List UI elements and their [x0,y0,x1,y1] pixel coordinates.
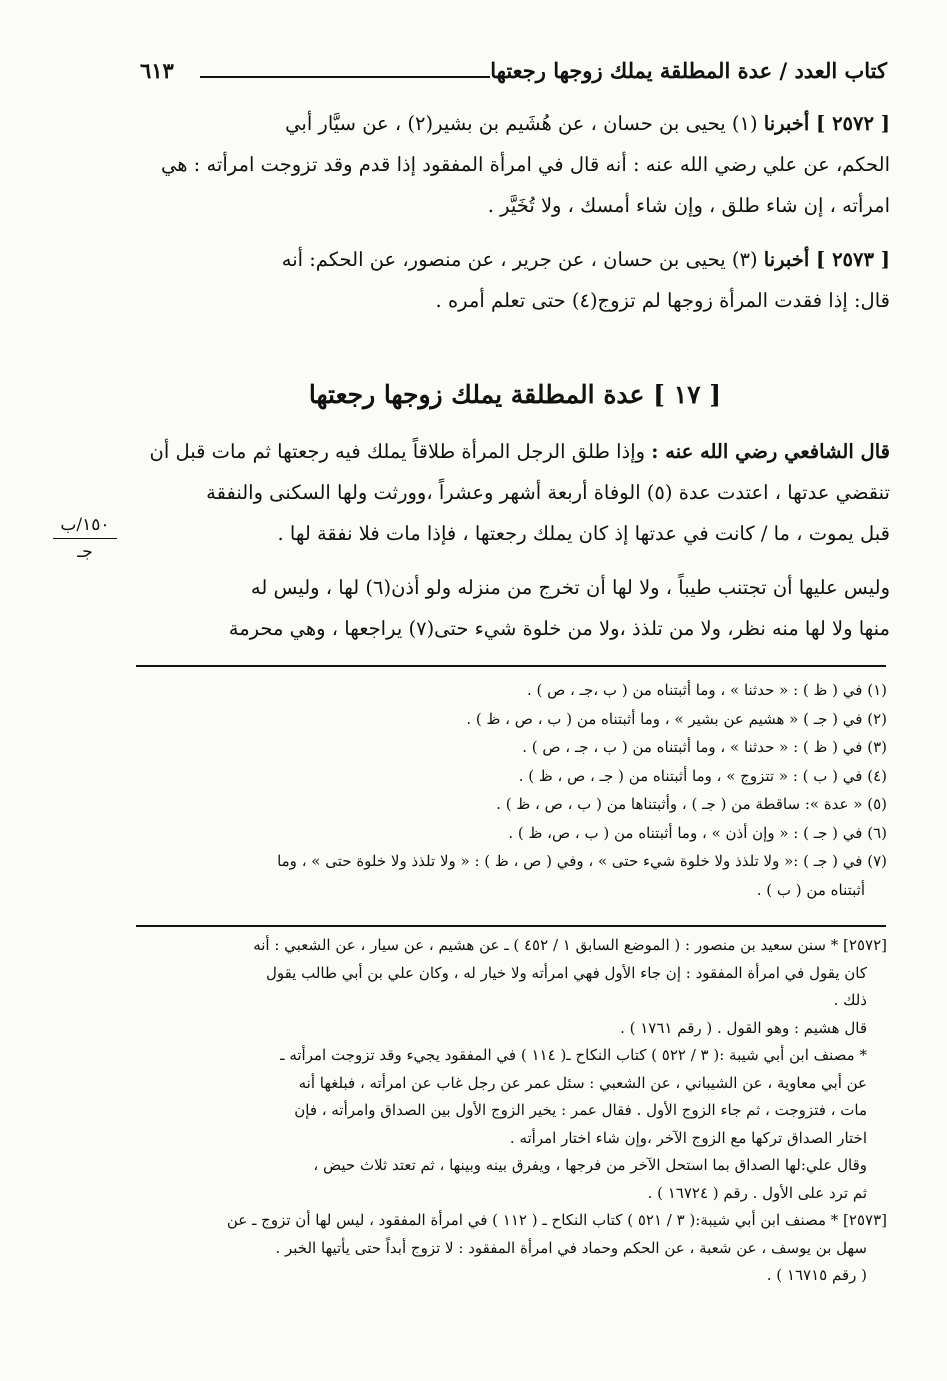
text-line: الحكم، عن علي رضي الله عنه : أنه قال في امرأة المفقود إذا قدم وقد تزوجت امرأته : هي [160,153,890,176]
footnote: (٣) في ( ظ ) : « حدثنا » ، وما أثبتناه من ( ب ، جـ ، ص ) . [522,738,887,756]
text-line: (٣) يحيى بن حسان ، عن جرير ، عن منصور، عن الحكم: أنه [281,248,758,271]
reference-line: مات ، فتزوجت ، ثم جاء الزوج الأول . فقال عمر : يخير الزوج الأول بين الصداق وامرأته ، فإن [294,1101,867,1119]
hadith-number: [ ٢٥٧٢ ] أخبرنا [763,112,890,135]
text-line: وليس عليها أن تجتنب طيباً ، ولا لها أن تخرج من منزله ولو أذن(٦) لها ، وليس له [250,576,890,599]
folio-number: ١٥٠/ب [60,515,110,535]
folio-manuscript: جـ [77,542,93,562]
page-number: ٦١٣ [140,58,174,83]
text-line: قال: إذا فقدت المرأة زوجها لم تزوج(٤) حتى تعلم أمره . [435,289,890,312]
source-references [127,932,887,1290]
footnote: (٧) في ( جـ ) :« ولا تلذذ ولا خلوة شيء حتى » ، وفي ( ص ، ظ ) : « ولا تلذذ ولا خلوة حتى » ، وما [277,852,887,870]
hadith-number: [ ٢٥٧٣ ] أخبرنا [763,248,890,271]
footnote: (٢) في ( جـ ) « هشيم عن بشير » ، وما أثبتناه من ( ب ، ص ، ظ ) . [466,709,887,728]
reference-line: ثم ترد على الأول . رقم ( ١٦٧٢٤ ) . [647,1183,867,1202]
text-line: قبل يموت ، ما / كانت في عدتها إذ كان يملك رجعتها ، فإذا مات فلا نفقة لها . [277,522,890,545]
reference-line: اختار الصداق تركها مع الزوج الآخر ،وإن شاء اختار امرأته . [509,1128,867,1147]
footnote: (٤) في ( ب ) : « تتزوج » ، وما أثبتناه من ( جـ ، ص ، ظ ) . [518,766,887,785]
reference-line: * مصنف ابن أبي شيبة :( ٣ / ٥٢٢ ) كتاب النكاح ـ( ١١٤ ) في المفقود يجيء وقد تزوجت امرأته ـ [280,1046,867,1064]
reference-line: عن أبي معاوية ، عن الشيباني ، عن الشعبي : سئل عمر عن رجل غاب عن امرأته ، فبلغها أنه [298,1073,867,1092]
text-line: وإذا طلق الرجل المرأة طلاقاً يملك فيه رجعتها ثم مات قبل أن [149,440,646,463]
reference-line: ذلك . [833,991,867,1009]
reference-line: سهل بن يوسف ، عن شعبة ، عن الحكم وحماد في امرأة المفقود : لا تزوج أبداً حتى يأتيها الخبر . [275,1238,867,1257]
section-paragraph [136,567,890,649]
header-rule [200,76,490,78]
text-line: منها ولا لها منه نظر، ولا من تلذذ ،ولا من خلوة شيء حتى(٧) يراجعها ، وهي محرمة [228,617,890,640]
text-line: تنقضي عدتها ، اعتدت عدة (٥) الوفاة أربعة أشهر وعشراً ،وورثت ولها السكنى والنفقة [206,481,890,504]
manuscript-folio-note [50,512,120,565]
text-line: امرأته ، إن شاء طلق ، وإن شاء أمسك ، ولا تُخَيَّر . [487,194,890,217]
hadith-2573 [136,239,890,321]
references-rule [136,925,886,927]
section-paragraph [136,431,890,554]
reference-line: كان يقول في امرأة المفقود : إن جاء الأول فهي امرأته ولا خيار له ، وكان علي بن أبي طالب يقول [265,963,867,982]
footnotes [127,676,887,904]
paragraph-lead: قال الشافعي رضي الله عنه : [651,440,890,463]
reference-line: وقال علي:لها الصداق بما استحل الآخر من فرجها ، ويفرق بينه وبينها ، ثم تعتد ثلاث حيض ، [313,1156,867,1174]
folio-rule [53,538,117,539]
reference-line: [٢٥٧٢] * سنن سعيد بن منصور : ( الموضع السابق ١ / ٤٥٢ ) ـ عن هشيم ، عن سيار ، عن الشعبي : أنه [253,936,887,954]
footnote-rule [136,665,886,667]
footnote: أثبتناه من ( ب ) . [756,880,865,899]
footnote: (٦) في ( جـ ) : « وإن أذن » ، وما أثبتناه من ( ب ، ص، ظ ) . [508,823,887,842]
text-line: (١) يحيى بن حسان ، عن هُشَيم بن بشير(٢) ، عن سيَّار أبي [285,112,758,135]
running-head: كتاب العدد / عدة المطلقة يملك زوجها رجعتها [490,58,887,83]
section-title: [ ١٧ ] عدة المطلقة يملك زوجها رجعتها [308,380,722,409]
footnote: (٥) « عدة »: ساقطة من ( جـ ) ، وأثبتناها من ( ب ، ص ، ظ ) . [496,795,887,813]
hadith-2572 [136,103,890,226]
reference-line: [٢٥٧٣] * مصنف ابن أبي شيبة:( ٣ / ٥٢١ ) كتاب النكاح ـ ( ١١٢ ) في امرأة المفقود ، ليس لها أن تزوج ـ عن [226,1211,887,1229]
reference-line: ( رقم ١٦٧١٥ ) . [766,1266,867,1284]
footnote: (١) في ( ظ ) : « حدثنا » ، وما أثبتناه من ( ب ،جـ ، ص ) . [526,681,887,699]
reference-line: قال هشيم : وهو القول . ( رقم ١٧٦١ ) . [620,1018,867,1037]
